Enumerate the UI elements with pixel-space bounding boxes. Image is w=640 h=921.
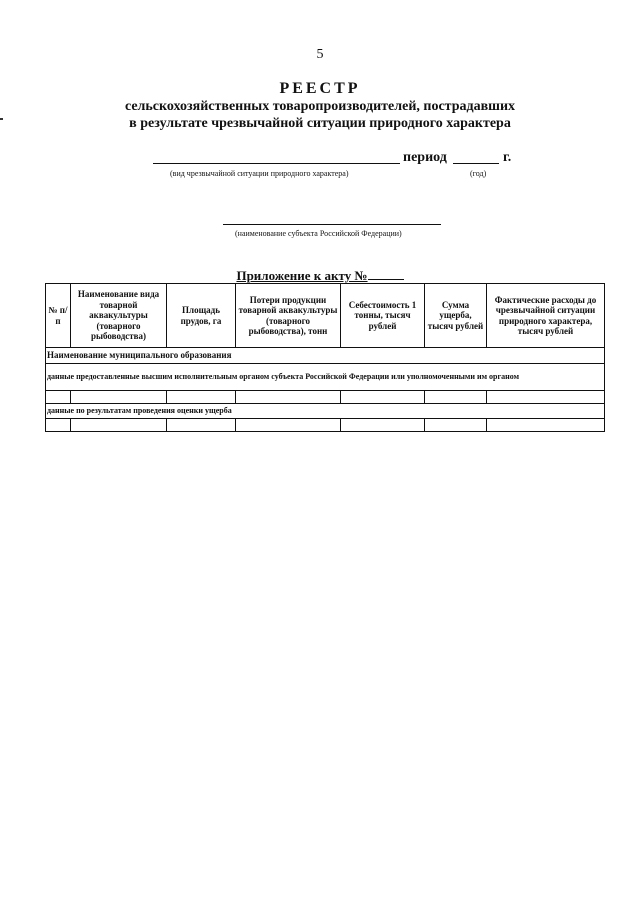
registry-table <box>45 283 605 432</box>
table-header-row <box>46 284 605 348</box>
col-header-cost-per-ton: Себестоимость 1 тонны, тысяч рублей <box>341 284 425 348</box>
table-cell <box>236 419 341 432</box>
table-cell <box>71 391 167 404</box>
year-suffix: г. <box>503 150 512 165</box>
subject-blank <box>223 224 441 225</box>
year-caption: (год) <box>470 169 487 178</box>
col-header-number: № п/п <box>46 284 71 348</box>
table-cell <box>341 391 425 404</box>
subtitle-line-2: в результате чрезвычайной ситуации природного характера <box>129 116 511 131</box>
col-header-actual-expenses: Фактические расходы до чрезвычайной ситуации природного характера, тысяч рублей <box>487 284 605 348</box>
assessment-label: данные по результатам проведения оценки ущерба <box>46 404 605 419</box>
col-header-pond-area: Площадь прудов, га <box>167 284 236 348</box>
table-cell <box>425 391 487 404</box>
col-header-aquaculture-type: Наименование вида товарной аквакультуры (товарного рыбоводства) <box>71 284 167 348</box>
emergency-type-blank <box>153 163 400 164</box>
year-blank <box>453 163 499 164</box>
table-cell <box>46 391 71 404</box>
table-cell <box>71 419 167 432</box>
emergency-type-caption: (вид чрезвычайной ситуации природного характера) <box>170 169 349 178</box>
col-header-damage-amount: Сумма ущерба, тысяч рублей <box>425 284 487 348</box>
table-cell <box>341 419 425 432</box>
table-cell <box>487 419 605 432</box>
table-cell <box>167 419 236 432</box>
table-cell <box>487 391 605 404</box>
municipality-row <box>46 348 605 364</box>
appendix-heading <box>0 267 640 284</box>
table-cell <box>167 391 236 404</box>
municipality-label: Наименование муниципального образования <box>46 348 605 364</box>
table-row <box>46 391 605 404</box>
page-number: 5 <box>316 47 324 62</box>
table-cell <box>236 391 341 404</box>
table-cell <box>425 419 487 432</box>
period-label: период <box>403 150 447 165</box>
assessment-row <box>46 404 605 419</box>
table-cell <box>46 419 71 432</box>
table-row <box>46 419 605 432</box>
subject-caption: (наименование субъекта Российской Федерации) <box>235 229 402 238</box>
data-source-row <box>46 364 605 391</box>
document-title: РЕЕСТР <box>279 80 361 97</box>
act-number-blank <box>368 267 404 280</box>
subtitle-line-1: сельскохозяйственных товаропроизводителей, пострадавших <box>124 99 516 114</box>
col-header-production-losses: Потери продукции товарной аквакультуры (товарного рыбоводства), тонн <box>236 284 341 348</box>
document-subtitle <box>0 98 640 132</box>
data-source-label: данные предоставленные высшим исполнительным органом субъекта Российской Федерации или уполномоченными им органом <box>46 364 605 391</box>
appendix-label: Приложение к акту № <box>236 268 368 283</box>
